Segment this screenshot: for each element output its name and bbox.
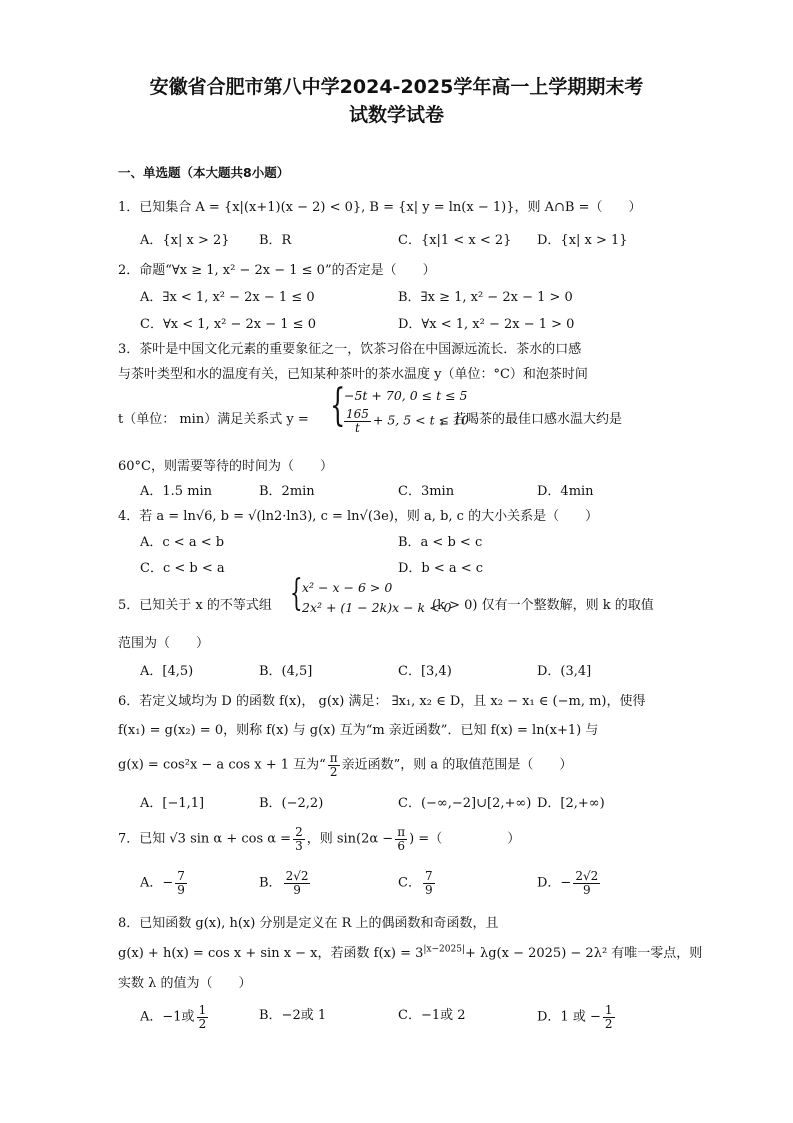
question-7-frac1-numerator: 2 bbox=[295, 825, 303, 839]
question-3-line1: 3．茶叶是中国文化元素的重要象征之一，饮茶习俗在中国源远流长．茶水的口感 bbox=[118, 342, 582, 357]
question-3-option-d: D．4min bbox=[537, 484, 594, 499]
question-6-fraction-numerator: π bbox=[329, 751, 338, 765]
question-8-line1: 8．已知函数 g(x), h(x) 分别是定义在 R 上的偶函数和奇函数，且 bbox=[118, 916, 499, 931]
question-7-option-a bbox=[140, 870, 189, 896]
question-2-option-b: B．∃x ≥ 1, x² − 2x − 1 > 0 bbox=[398, 290, 573, 305]
question-7-option-c-label: C． bbox=[398, 875, 421, 891]
question-3-case2-numerator: 165 bbox=[346, 407, 369, 421]
question-7-option-c-numerator: 7 bbox=[424, 869, 433, 883]
document-title-line1: 安徽省合肥市第八中学2024-2025学年高一上学期期末考 bbox=[149, 76, 644, 98]
question-8-line2 bbox=[118, 942, 702, 961]
question-1-option-b: B．R bbox=[259, 233, 292, 248]
question-3-line3-suffix: ，若喝茶的最佳口感水温大约是 bbox=[440, 412, 623, 427]
question-4-option-a: A．c < a < b bbox=[140, 535, 225, 550]
question-6-option-a: A．[−1,1] bbox=[140, 796, 205, 811]
question-7-suffix: ) =（ ） bbox=[409, 831, 521, 847]
question-5-prefix: 5．已知关于 x 的不等式组 bbox=[118, 598, 272, 613]
question-8-line2-prefix: g(x) + h(x) = cos x + sin x − x，若函数 f(x) = 3 bbox=[118, 946, 424, 961]
question-1-option-d: D．{x| x > 1} bbox=[537, 233, 628, 248]
question-5-option-d: D．(3,4] bbox=[537, 664, 592, 679]
question-7-option-b bbox=[259, 870, 312, 896]
question-8-option-a bbox=[140, 1004, 210, 1030]
question-8-option-a-denominator: 2 bbox=[198, 1016, 207, 1031]
question-6-option-c: C．(−∞,−2]∪[2,+∞) bbox=[398, 796, 532, 811]
question-3-option-c: C．3min bbox=[398, 484, 455, 499]
question-4-option-b: B．a < b < c bbox=[398, 535, 483, 550]
question-3-line3-prefix: t（单位： min）满足关系式 y = bbox=[118, 412, 309, 427]
question-6-line2: f(x₁) = g(x₂) = 0，则称 f(x) 与 g(x) 互为“m 亲近函数”．已知 f(x) = ln(x+1) 与 bbox=[118, 723, 599, 738]
question-3-line4: 60°C，则需要等待的时间为（ ） bbox=[118, 459, 333, 474]
question-5-case2: 2x² + (1 − 2k)x − k < 0 bbox=[302, 600, 452, 615]
question-7-option-c bbox=[398, 870, 437, 896]
question-2-option-a: A．∃x < 1, x² − 2x − 1 ≤ 0 bbox=[140, 290, 315, 305]
question-4-option-c: C．c < b < a bbox=[140, 561, 225, 576]
question-2-option-c: C．∀x < 1, x² − 2x − 1 ≤ 0 bbox=[140, 317, 316, 332]
question-7-option-b-denominator: 9 bbox=[293, 882, 301, 897]
question-7-prefix: 7．已知 √3 sin α + cos α = bbox=[118, 831, 292, 847]
question-7-option-b-label: B． bbox=[259, 875, 282, 891]
question-8-option-d-denominator: 2 bbox=[604, 1016, 613, 1031]
question-2-stem: 2．命题“∀x ≥ 1, x² − 2x − 1 ≤ 0”的否定是（ ） bbox=[118, 263, 436, 278]
question-3-case2-rest: + 5, 5 < t ≤ 10 bbox=[372, 412, 469, 428]
question-7-frac2-numerator: π bbox=[397, 825, 406, 839]
question-8-option-c: C．−1或 2 bbox=[398, 1008, 466, 1023]
question-7-stem bbox=[118, 826, 520, 852]
question-7-frac2-denominator: 6 bbox=[397, 838, 405, 853]
question-8-option-a-numerator: 1 bbox=[198, 1003, 207, 1017]
question-7-middle: ，则 sin(2α − bbox=[306, 831, 394, 847]
question-6-line3-suffix: 亲近函数”，则 a 的取值范围是（ ） bbox=[341, 757, 573, 773]
question-8-exponent: |x−2025| bbox=[423, 944, 465, 955]
question-6-option-d: D．[2,+∞) bbox=[537, 796, 605, 811]
question-7-option-d bbox=[537, 870, 602, 896]
question-3-line2: 与茶叶类型和水的温度有关，已知某种茶叶的茶水温度 y（单位：°C）和泡茶时间 bbox=[118, 367, 588, 382]
question-2-option-d: D．∀x < 1, x² − 2x − 1 > 0 bbox=[398, 317, 575, 332]
question-6-line3 bbox=[118, 752, 572, 778]
question-5-suffix: (k > 0) 仅有一个整数解，则 k 的取值 bbox=[432, 598, 654, 613]
section-heading: 一、单选题（本大题共8小题） bbox=[118, 165, 290, 180]
question-5-line2: 范围为（ ） bbox=[118, 636, 210, 651]
question-6-line3-prefix: g(x) = cos²x − a cos x + 1 互为“ bbox=[118, 757, 326, 773]
question-8-option-b: B．−2或 1 bbox=[259, 1008, 327, 1023]
question-7-option-d-denominator: 9 bbox=[582, 882, 591, 897]
question-8-line3: 实数 λ 的值为（ ） bbox=[118, 976, 252, 991]
question-8-option-d bbox=[537, 1004, 617, 1030]
question-1-option-c: C．{x|1 < x < 2} bbox=[398, 233, 512, 248]
question-5-option-a: A．[4,5) bbox=[140, 664, 194, 679]
question-4-option-d: D．b < a < c bbox=[398, 561, 484, 576]
question-8-line2-suffix: + λg(x − 2025) − 2λ² 有唯一零点，则 bbox=[464, 946, 703, 961]
question-7-option-c-denominator: 9 bbox=[424, 882, 433, 897]
question-8-option-a-label: A．−1或 bbox=[140, 1009, 195, 1025]
system-brace: { bbox=[290, 573, 303, 614]
question-3-option-b: B．2min bbox=[259, 484, 315, 499]
question-7-option-a-denominator: 9 bbox=[177, 882, 185, 897]
question-1-option-a: A．{x| x > 2} bbox=[140, 233, 230, 248]
question-5-option-b: B．(4,5] bbox=[259, 664, 313, 679]
question-3-option-a: A．1.5 min bbox=[140, 484, 213, 499]
question-8-option-d-numerator: 1 bbox=[604, 1003, 613, 1017]
document-title-line2: 试数学试卷 bbox=[348, 104, 444, 126]
question-7-option-a-numerator: 7 bbox=[177, 869, 185, 883]
question-7-frac1-denominator: 3 bbox=[295, 838, 303, 853]
piecewise-brace: { bbox=[330, 380, 346, 431]
question-7-option-a-label: A．− bbox=[140, 875, 174, 891]
question-5-option-c: C．[3,4) bbox=[398, 664, 452, 679]
question-1-stem: 1．已知集合 A = {x|(x+1)(x − 2) < 0}, B = {x| y = ln(x − 1)}，则 A∩B =（ ） bbox=[118, 200, 642, 215]
question-5-case1: x² − x − 6 > 0 bbox=[302, 580, 393, 595]
question-6-line1: 6．若定义域均为 D 的函数 f(x)， g(x) 满足： ∃x₁, x₂ ∈ D，且 x₂ − x₁ ∈ (−m, m)，使得 bbox=[118, 694, 646, 709]
question-3-case1: −5t + 70, 0 ≤ t ≤ 5 bbox=[344, 388, 468, 403]
question-4-stem: 4．若 a = ln√6, b = √(ln2·ln3), c = ln√(3e)，则 a, b, c 的大小关系是（ ） bbox=[118, 509, 599, 524]
question-7-option-b-numerator: 2√2 bbox=[285, 869, 309, 883]
question-6-fraction-denominator: 2 bbox=[329, 764, 338, 779]
question-7-option-d-numerator: 2√2 bbox=[575, 869, 599, 883]
question-8-option-d-label: D．1 或 − bbox=[537, 1009, 601, 1025]
question-7-option-d-label: D．− bbox=[537, 875, 572, 891]
question-6-option-b: B．(−2,2) bbox=[259, 796, 324, 811]
question-3-case2-denominator: t bbox=[355, 420, 360, 435]
